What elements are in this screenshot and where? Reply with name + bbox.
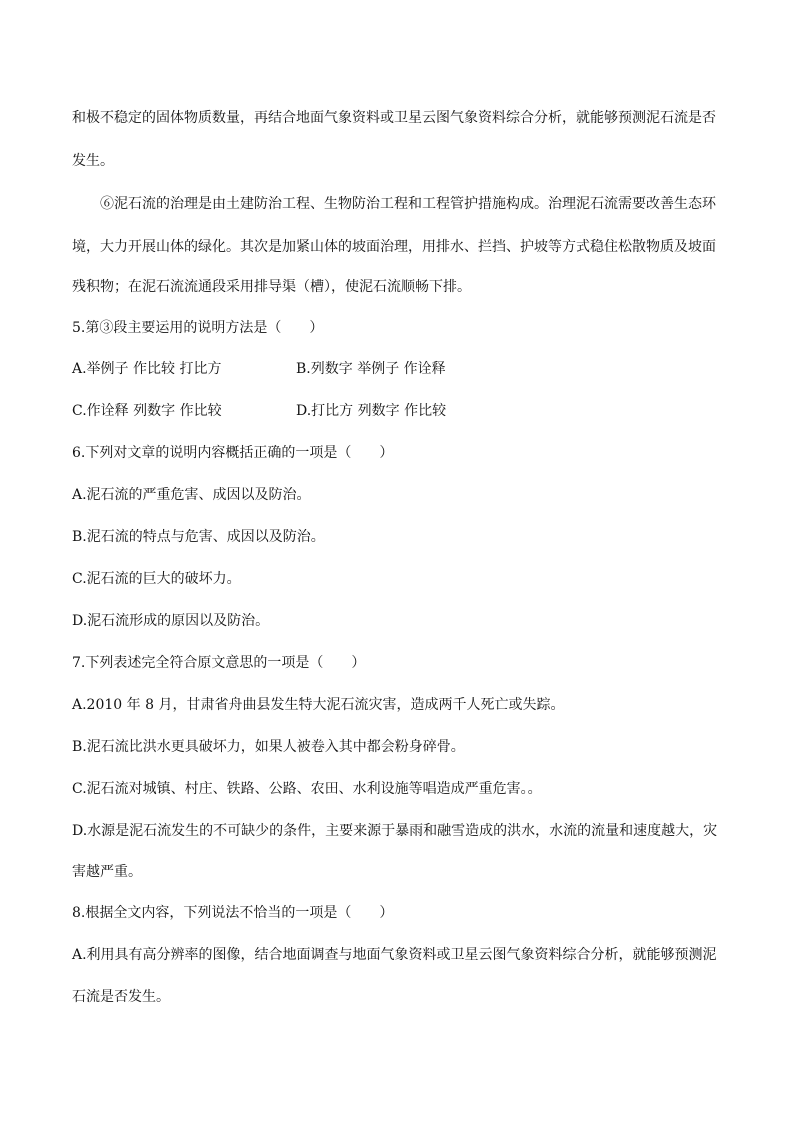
question-5-option-a: A.举例子 作比较 打比方 [72, 361, 222, 377]
passage-paragraph5-line2: 发生。 [72, 153, 114, 169]
question-6-option-b: B.泥石流的特点与危害、成因以及防治。 [72, 529, 325, 545]
question-5-option-c: C.作诠释 列数字 作比较 [72, 403, 222, 419]
question-5-stem: 5.第③段主要运用的说明方法是（ ） [72, 320, 324, 336]
question-7-option-a: A.2010 年 8 月，甘肃省舟曲县发生特大泥石流灾害，造成两千人死亡或失踪。 [72, 697, 565, 713]
question-8-option-a-line2: 石流是否发生。 [72, 989, 170, 1005]
passage-paragraph6-line2: 境，大力开展山体的绿化。其次是加紧山体的坡面治理，用排水、拦挡、护坡等方式稳住松散物质及坡面 [72, 239, 716, 255]
question-6-stem: 6.下列对文章的说明内容概括正确的一项是（ ） [72, 445, 394, 461]
question-6-option-d: D.泥石流形成的原因以及防治。 [72, 613, 270, 629]
question-7-option-c: C.泥石流对城镇、村庄、铁路、公路、农田、水利设施等唱造成严重危害。。 [72, 781, 542, 797]
question-8-option-a-line1: A.利用具有高分辨率的图像，结合地面调查与地面气象资料或卫星云图气象资料综合分析，就能够预测泥 [72, 947, 717, 963]
question-6-option-c: C.泥石流的巨大的破坏力。 [72, 571, 241, 587]
passage-paragraph6-line1: ⑥泥石流的治理是由土建防治工程、生物防治工程和工程管护措施构成。治理泥石流需要改善生态环 [100, 196, 716, 212]
question-7-option-b: B.泥石流比洪水更具破坏力，如果人被卷入其中都会粉身碎骨。 [72, 739, 465, 755]
question-7-option-d-line1: D.水源是泥石流发生的不可缺少的条件，主要来源于暴雨和融雪造成的洪水，水流的流量和速度越大，灾 [72, 823, 718, 839]
question-6-option-a: A.泥石流的严重危害、成因以及防治。 [72, 487, 311, 503]
passage-paragraph6-line3: 残积物；在泥石流流通段采用排导渠（槽），使泥石流顺畅下排。 [72, 279, 471, 295]
question-8-stem: 8.根据全文内容，下列说法不恰当的一项是（ ） [72, 905, 394, 921]
question-5-option-d: D.打比方 列数字 作比较 [296, 403, 447, 419]
question-7-option-d-line2: 害越严重。 [72, 864, 142, 880]
question-5-option-b: B.列数字 举例子 作诠释 [296, 361, 446, 377]
passage-paragraph5-line1: 和极不稳定的固体物质数量，再结合地面气象资料或卫星云图气象资料综合分析，就能够预测泥石流是否 [72, 110, 716, 126]
question-7-stem: 7.下列表述完全符合原文意思的一项是（ ） [72, 655, 366, 671]
